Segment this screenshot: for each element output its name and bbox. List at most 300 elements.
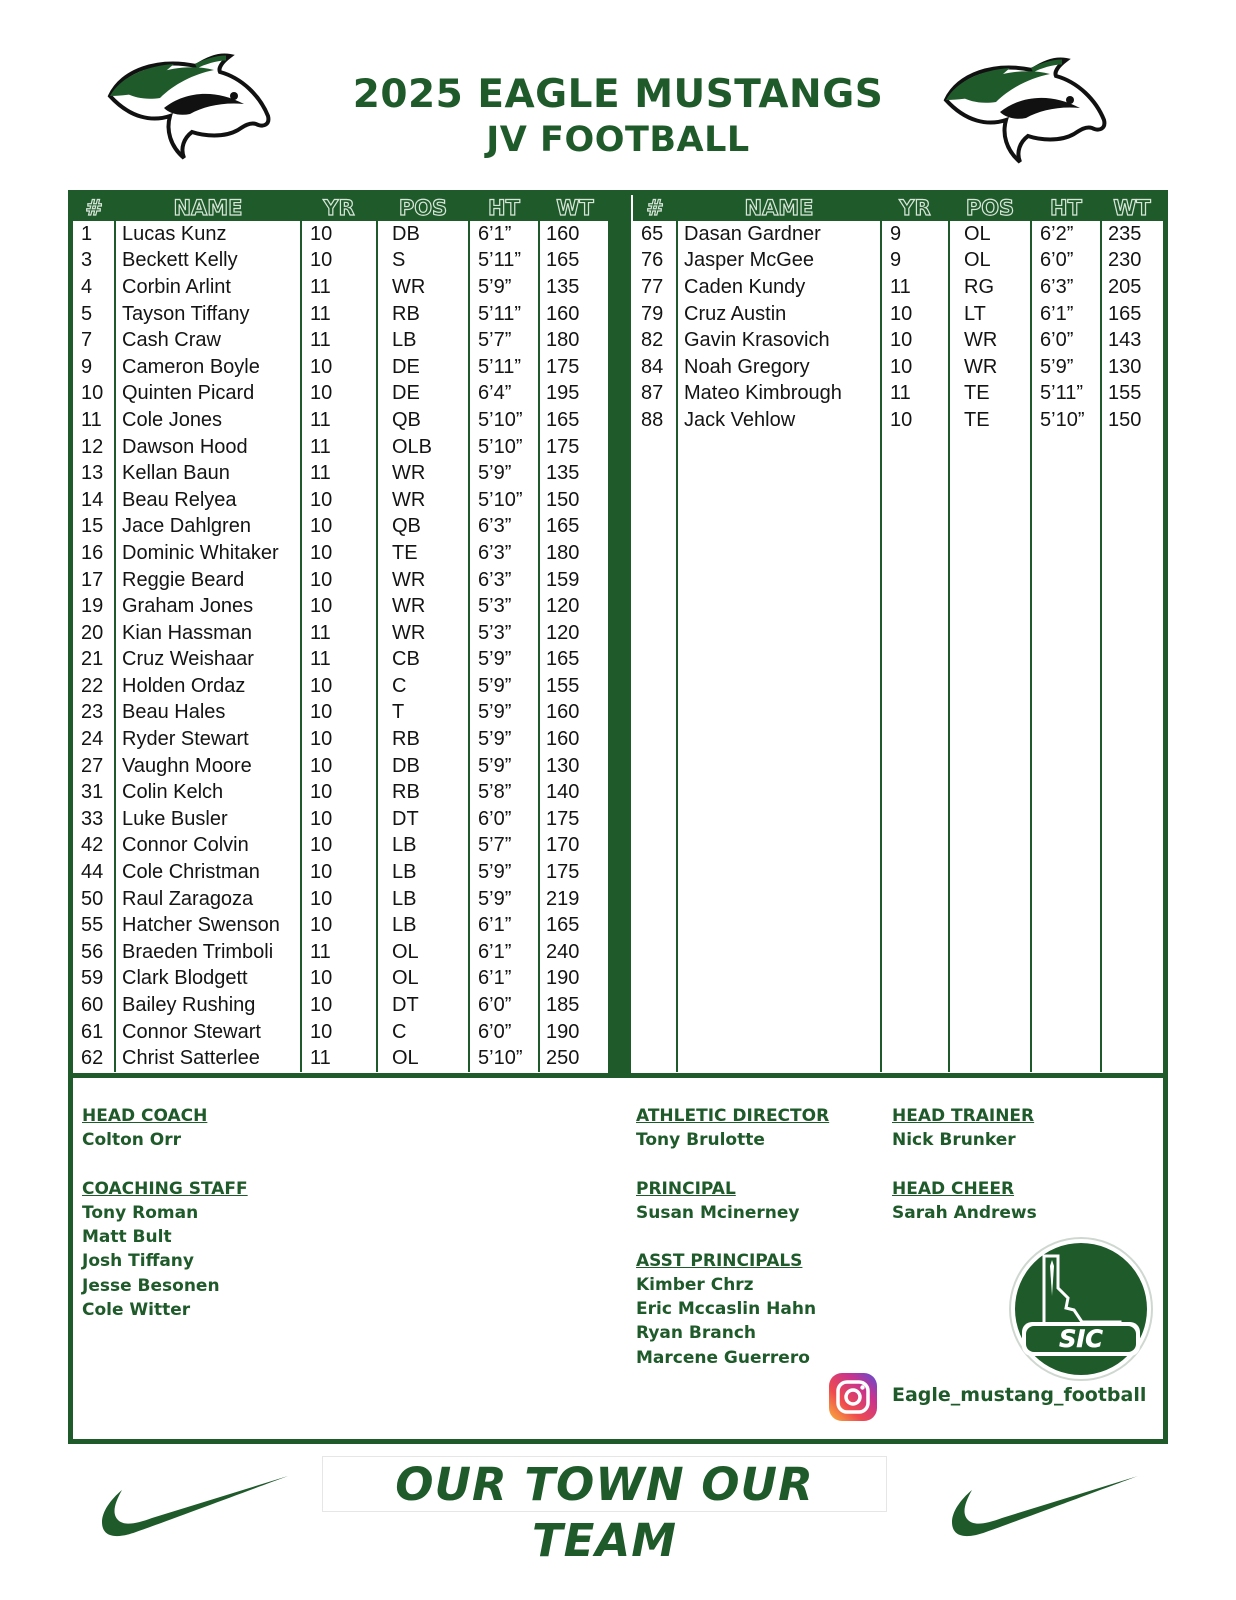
player-weight: 180 [546, 541, 580, 564]
table-row [73, 407, 611, 434]
player-name: Cole Jones [115, 407, 301, 434]
empty-cell [1031, 779, 1101, 806]
table-row [633, 274, 1163, 301]
player-weight: 165 [546, 515, 580, 538]
player-year: 10 [301, 354, 377, 381]
player-name: Dasan Gardner [677, 221, 881, 248]
player-position: WR [377, 567, 469, 594]
staff-name: Jesse Besonen [82, 1275, 220, 1296]
player-height: 5’9” [469, 274, 539, 301]
player-number: 23 [73, 700, 115, 727]
empty-cell [1101, 620, 1163, 647]
player-position: RG [949, 274, 1031, 301]
athletic-director-section [636, 1104, 829, 1152]
player-weight: 150 [1108, 408, 1142, 431]
header-weight: WT [1101, 195, 1163, 221]
empty-cell [881, 939, 949, 966]
principal-section [636, 1177, 800, 1225]
player-year: 10 [301, 700, 377, 727]
empty-cell [881, 514, 949, 541]
player-height: 5’10” [1031, 407, 1101, 434]
empty-cell [881, 833, 949, 860]
player-weight: 130 [546, 754, 580, 777]
player-year: 11 [301, 1045, 377, 1072]
table-row [73, 939, 611, 966]
empty-cell [633, 939, 677, 966]
empty-cell [1031, 1045, 1101, 1072]
player-name: Cole Christman [115, 859, 301, 886]
empty-cell [1031, 487, 1101, 514]
player-height: 5’10” [469, 407, 539, 434]
player-weight: 160 [546, 701, 580, 724]
player-weight: 205 [1108, 275, 1142, 298]
player-name: Colin Kelch [115, 779, 301, 806]
roster-table-left [73, 195, 611, 1072]
player-position: OL [377, 966, 469, 993]
player-name: Mateo Kimbrough [677, 381, 881, 408]
empty-cell [633, 593, 677, 620]
empty-cell [949, 620, 1031, 647]
player-weight: 120 [546, 621, 580, 644]
player-year: 10 [301, 567, 377, 594]
header-number: # [633, 195, 677, 221]
player-name: Corbin Arlint [115, 274, 301, 301]
head-cheer-section [892, 1177, 1037, 1225]
staff-name: Tony Brulotte [636, 1130, 765, 1150]
head-trainer-title: HEAD TRAINER [892, 1106, 1035, 1126]
player-height: 5’3” [469, 593, 539, 620]
empty-cell [677, 912, 881, 939]
sic-conference-logo [1008, 1236, 1154, 1382]
table-row [73, 221, 611, 248]
player-year: 10 [301, 779, 377, 806]
empty-cell [677, 567, 881, 594]
player-name: Dominic Whitaker [115, 540, 301, 567]
table-row [73, 381, 611, 408]
empty-cell [949, 779, 1031, 806]
player-name: Braeden Trimboli [115, 939, 301, 966]
player-number: 15 [73, 514, 115, 541]
player-number: 19 [73, 593, 115, 620]
table-row [73, 248, 611, 275]
instagram-handle[interactable]: Eagle_mustang_football [892, 1384, 1147, 1406]
player-number: 42 [73, 833, 115, 860]
empty-cell [677, 1045, 881, 1072]
player-position: DT [377, 806, 469, 833]
player-position: QB [377, 407, 469, 434]
table-row [73, 434, 611, 461]
player-year: 11 [301, 434, 377, 461]
empty-cell [881, 992, 949, 1019]
player-height: 6’3” [469, 514, 539, 541]
empty-cell [633, 673, 677, 700]
player-position: LB [377, 859, 469, 886]
empty-cell [1101, 593, 1163, 620]
staff-name: Susan Mcinerney [636, 1203, 800, 1223]
empty-row [633, 966, 1163, 993]
empty-cell [949, 753, 1031, 780]
empty-row [633, 939, 1163, 966]
player-position: LT [949, 301, 1031, 328]
player-weight: 165 [546, 648, 580, 671]
empty-cell [949, 567, 1031, 594]
player-year: 10 [301, 1019, 377, 1046]
empty-cell [881, 726, 949, 753]
mustang-logo-right [940, 56, 1110, 166]
staff-name: Marcene Guerrero [636, 1347, 810, 1368]
empty-cell [1101, 912, 1163, 939]
player-number: 13 [73, 460, 115, 487]
empty-cell [881, 540, 949, 567]
player-name: Cruz Weishaar [115, 647, 301, 674]
empty-cell [949, 726, 1031, 753]
player-name: Luke Busler [115, 806, 301, 833]
player-height: 6’0” [469, 992, 539, 1019]
player-number: 11 [73, 407, 115, 434]
player-name: Cameron Boyle [115, 354, 301, 381]
table-row [73, 327, 611, 354]
empty-cell [881, 434, 949, 461]
empty-cell [1031, 514, 1101, 541]
empty-cell [881, 886, 949, 913]
player-height: 6’1” [469, 939, 539, 966]
staff-name: Nick Brunker [892, 1130, 1016, 1150]
player-height: 5’11” [469, 301, 539, 328]
header-name: NAME [677, 195, 881, 221]
empty-cell [677, 487, 881, 514]
empty-row [633, 514, 1163, 541]
player-year: 11 [301, 460, 377, 487]
player-height: 5’11” [469, 354, 539, 381]
player-number: 5 [73, 301, 115, 328]
empty-cell [1101, 460, 1163, 487]
player-height: 5’8” [469, 779, 539, 806]
player-number: 22 [73, 673, 115, 700]
empty-cell [1031, 647, 1101, 674]
player-year: 11 [301, 301, 377, 328]
asst-principals-section [636, 1249, 816, 1370]
table-row [73, 514, 611, 541]
header-name: NAME [115, 195, 301, 221]
player-name: Jack Vehlow [677, 407, 881, 434]
player-height: 5’9” [1031, 354, 1101, 381]
player-year: 11 [881, 274, 949, 301]
player-weight: 190 [546, 967, 580, 990]
head-coach-title: HEAD COACH [82, 1106, 208, 1126]
coaching-staff-title: COACHING STAFF [82, 1179, 248, 1199]
empty-cell [633, 726, 677, 753]
player-weight: 165 [546, 408, 580, 431]
player-position: WR [949, 327, 1031, 354]
empty-row [633, 540, 1163, 567]
empty-row [633, 992, 1163, 1019]
player-position: LB [377, 886, 469, 913]
empty-row [633, 859, 1163, 886]
player-height: 5’7” [469, 327, 539, 354]
player-name: Beau Relyea [115, 487, 301, 514]
player-number: 79 [633, 301, 677, 328]
player-number: 77 [633, 274, 677, 301]
player-year: 10 [301, 859, 377, 886]
empty-cell [1031, 939, 1101, 966]
empty-cell [949, 647, 1031, 674]
player-year: 10 [301, 966, 377, 993]
empty-cell [1101, 514, 1163, 541]
empty-cell [677, 966, 881, 993]
player-year: 10 [301, 886, 377, 913]
table-row [73, 779, 611, 806]
empty-cell [1101, 859, 1163, 886]
player-height: 6’0” [1031, 248, 1101, 275]
empty-cell [949, 540, 1031, 567]
player-number: 33 [73, 806, 115, 833]
player-year: 10 [881, 407, 949, 434]
player-position: RB [377, 779, 469, 806]
head-coach-section [82, 1104, 207, 1152]
player-weight: 170 [546, 834, 580, 857]
player-weight: 159 [546, 568, 580, 591]
table-row [73, 1019, 611, 1046]
empty-cell [1101, 833, 1163, 860]
player-number: 84 [633, 354, 677, 381]
table-row [73, 593, 611, 620]
empty-cell [677, 434, 881, 461]
player-position: OLB [377, 434, 469, 461]
empty-cell [949, 992, 1031, 1019]
table-row [73, 540, 611, 567]
empty-row [633, 434, 1163, 461]
empty-cell [633, 647, 677, 674]
empty-cell [881, 966, 949, 993]
empty-cell [881, 593, 949, 620]
player-name: Beckett Kelly [115, 248, 301, 275]
player-height: 5’9” [469, 886, 539, 913]
player-year: 9 [881, 248, 949, 275]
empty-cell [677, 939, 881, 966]
empty-row [633, 647, 1163, 674]
player-position: WR [377, 593, 469, 620]
empty-cell [1031, 833, 1101, 860]
table-row [633, 407, 1163, 434]
empty-cell [1031, 992, 1101, 1019]
player-number: 3 [73, 248, 115, 275]
player-year: 10 [301, 833, 377, 860]
player-number: 82 [633, 327, 677, 354]
player-name: Cruz Austin [677, 301, 881, 328]
staff-name: Josh Tiffany [82, 1251, 194, 1272]
player-weight: 230 [1108, 249, 1142, 272]
empty-cell [1101, 647, 1163, 674]
empty-cell [1031, 1019, 1101, 1046]
player-weight: 175 [546, 807, 580, 830]
player-weight: 195 [546, 382, 580, 405]
table-row [73, 806, 611, 833]
empty-cell [633, 1045, 677, 1072]
player-weight: 155 [1108, 382, 1142, 405]
empty-row [633, 700, 1163, 727]
player-position: TE [377, 540, 469, 567]
player-year: 10 [881, 301, 949, 328]
player-year: 10 [301, 912, 377, 939]
empty-cell [1031, 434, 1101, 461]
empty-row [633, 753, 1163, 780]
player-year: 10 [301, 540, 377, 567]
player-year: 11 [301, 407, 377, 434]
header-height: HT [1031, 195, 1101, 221]
table-row [73, 487, 611, 514]
player-number: 50 [73, 886, 115, 913]
table-row [73, 992, 611, 1019]
player-year: 10 [301, 673, 377, 700]
empty-cell [949, 886, 1031, 913]
player-position: DE [377, 354, 469, 381]
empty-cell [633, 886, 677, 913]
table-row [73, 620, 611, 647]
player-name: Holden Ordaz [115, 673, 301, 700]
empty-cell [949, 1045, 1031, 1072]
empty-cell [633, 859, 677, 886]
player-year: 10 [301, 593, 377, 620]
empty-cell [1101, 1045, 1163, 1072]
player-weight: 150 [546, 488, 580, 511]
staff-name: Cole Witter [82, 1299, 191, 1320]
roster-bottom-border [73, 1073, 1163, 1078]
player-name: Clark Blodgett [115, 966, 301, 993]
page-title [280, 72, 956, 162]
player-name: Christ Satterlee [115, 1045, 301, 1072]
player-number: 7 [73, 327, 115, 354]
empty-cell [1031, 540, 1101, 567]
table-row [73, 966, 611, 993]
empty-cell [881, 647, 949, 674]
player-height: 6’2” [1031, 221, 1101, 248]
empty-cell [949, 460, 1031, 487]
empty-cell [633, 434, 677, 461]
table-row [633, 327, 1163, 354]
player-weight: 120 [546, 595, 580, 618]
empty-cell [633, 567, 677, 594]
title-line-2: JV FOOTBALL [486, 120, 750, 160]
empty-cell [677, 806, 881, 833]
empty-cell [677, 460, 881, 487]
player-year: 10 [881, 354, 949, 381]
empty-cell [633, 833, 677, 860]
player-name: Caden Kundy [677, 274, 881, 301]
player-year: 10 [301, 992, 377, 1019]
player-name: Vaughn Moore [115, 753, 301, 780]
table-row [73, 1045, 611, 1072]
empty-cell [1101, 673, 1163, 700]
empty-cell [633, 779, 677, 806]
player-name: Kellan Baun [115, 460, 301, 487]
player-number: 61 [73, 1019, 115, 1046]
player-height: 5’9” [469, 700, 539, 727]
empty-cell [881, 859, 949, 886]
empty-cell [1101, 753, 1163, 780]
player-number: 87 [633, 381, 677, 408]
player-position: WR [377, 460, 469, 487]
player-year: 11 [881, 381, 949, 408]
roster-divider [608, 195, 631, 1075]
player-height: 5’9” [469, 647, 539, 674]
roster-table-right [633, 195, 1163, 1072]
player-number: 12 [73, 434, 115, 461]
player-year: 11 [301, 647, 377, 674]
player-weight: 250 [546, 1047, 580, 1070]
player-weight: 175 [546, 355, 580, 378]
player-weight: 180 [546, 329, 580, 352]
table-row [633, 301, 1163, 328]
empty-cell [633, 620, 677, 647]
table-row [73, 647, 611, 674]
empty-cell [1101, 434, 1163, 461]
player-year: 10 [881, 327, 949, 354]
empty-cell [677, 1019, 881, 1046]
player-year: 11 [301, 274, 377, 301]
empty-cell [949, 966, 1031, 993]
empty-row [633, 593, 1163, 620]
empty-cell [677, 673, 881, 700]
player-year: 9 [881, 221, 949, 248]
empty-cell [1101, 992, 1163, 1019]
empty-cell [1031, 593, 1101, 620]
empty-cell [633, 912, 677, 939]
instagram-icon[interactable] [828, 1372, 878, 1422]
empty-cell [1031, 806, 1101, 833]
head-cheer-title: HEAD CHEER [892, 1179, 1015, 1199]
player-position: WR [377, 274, 469, 301]
swoosh-logo-left [100, 1474, 290, 1548]
empty-cell [949, 806, 1031, 833]
empty-cell [1101, 567, 1163, 594]
player-height: 5’9” [469, 673, 539, 700]
player-name: Cash Craw [115, 327, 301, 354]
empty-row [633, 912, 1163, 939]
staff-name: Colton Orr [82, 1130, 182, 1150]
player-weight: 160 [546, 728, 580, 751]
empty-cell [677, 859, 881, 886]
player-height: 5’9” [469, 726, 539, 753]
empty-cell [949, 700, 1031, 727]
empty-cell [633, 700, 677, 727]
player-weight: 185 [546, 994, 580, 1017]
player-position: OL [377, 1045, 469, 1072]
empty-cell [677, 886, 881, 913]
player-name: Tayson Tiffany [115, 301, 301, 328]
empty-cell [881, 912, 949, 939]
empty-cell [881, 567, 949, 594]
player-number: 10 [73, 381, 115, 408]
table-row [633, 381, 1163, 408]
slogan-banner [322, 1456, 887, 1567]
table-row [73, 726, 611, 753]
empty-cell [677, 700, 881, 727]
player-number: 76 [633, 248, 677, 275]
player-year: 10 [301, 248, 377, 275]
title-line-1: 2025 EAGLE MUSTANGS [352, 72, 884, 117]
player-year: 10 [301, 514, 377, 541]
empty-cell [1101, 939, 1163, 966]
player-weight: 190 [546, 1020, 580, 1043]
empty-cell [949, 593, 1031, 620]
header-number: # [73, 195, 115, 221]
empty-cell [881, 779, 949, 806]
empty-cell [1101, 886, 1163, 913]
empty-cell [881, 673, 949, 700]
empty-cell [677, 779, 881, 806]
empty-cell [949, 673, 1031, 700]
player-weight: 219 [546, 887, 580, 910]
